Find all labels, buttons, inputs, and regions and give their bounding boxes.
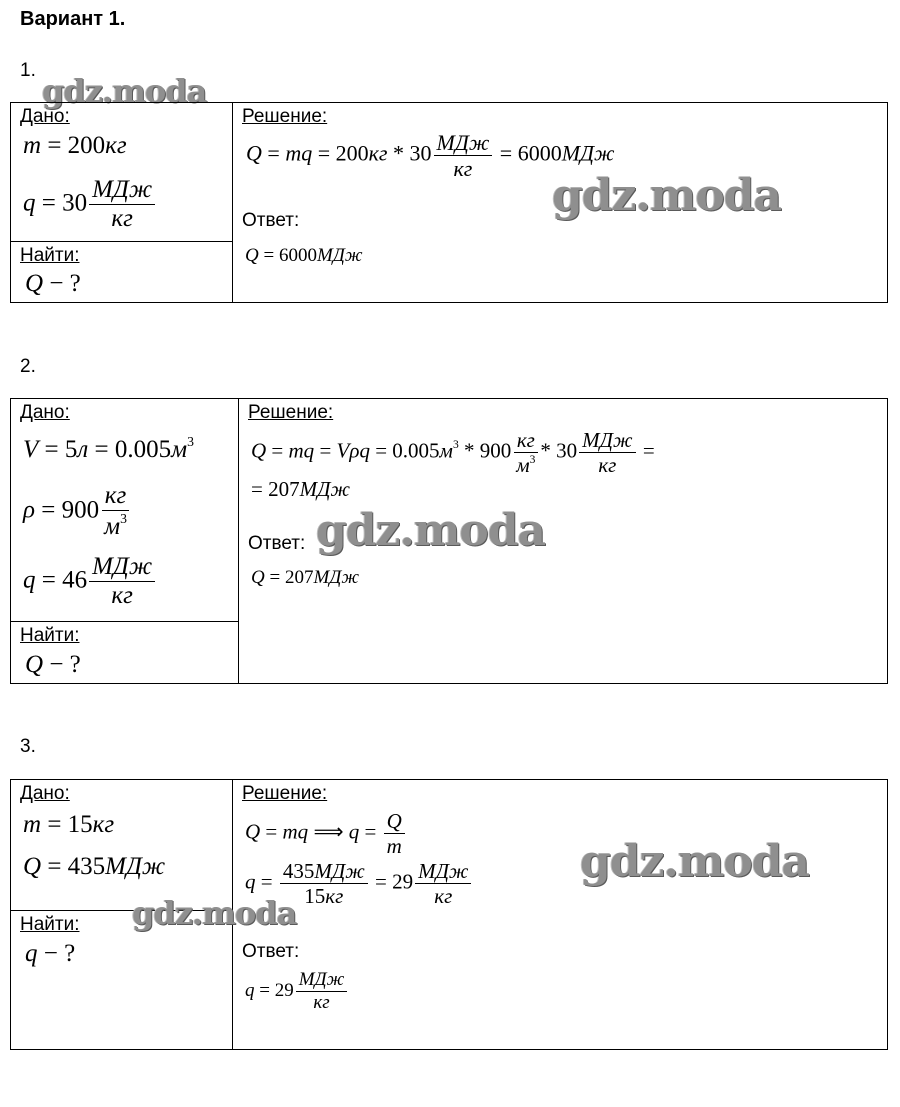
solution-result: q = $\frac{\text{435МДж}}{15кг}$ = 29 $\frac{\text{МДж}}{кг}$ — [245, 860, 473, 907]
row-divider — [11, 621, 238, 622]
answer-label: Ответ: — [248, 533, 306, 554]
task-number: 3. — [20, 736, 36, 757]
given-mass: m = 200кг — [23, 132, 127, 159]
column-divider — [238, 399, 239, 683]
given-density: ρ = 900 $\frac{кг}{м^3}$ — [23, 483, 132, 541]
find-variable: q − ? — [25, 940, 76, 967]
find-label: Найти: — [20, 245, 80, 266]
find-variable: Q − ? — [25, 270, 81, 297]
column-divider — [232, 103, 233, 302]
watermark-logo: gdz.moda — [316, 505, 546, 556]
solution-label: Решение: — [242, 106, 328, 127]
given-specific-heat: q = 46 $\frac{\text{МДж}}{кг}$ — [23, 554, 157, 610]
watermark-logo: gdz.moda — [552, 170, 782, 221]
find-label: Найти: — [20, 625, 80, 646]
solution-formula: Q = mq ⟹ q = $\frac{Q}{m}$ — [245, 810, 407, 857]
given-mass: m = 15кг — [23, 811, 115, 838]
solution-formula: Q = mq = $V\rho q = 0.005м^3 * 900$ $\frac{кг}{м^3}$ * 30 $\frac{\text{МДж}}{кг}$ = — [251, 428, 655, 478]
task-number: 1. — [20, 60, 36, 81]
given-label: Дано: — [20, 106, 70, 127]
page-title: Вариант 1. — [20, 8, 126, 30]
find-label: Найти: — [20, 914, 80, 935]
solution-formula: Q = mq = 200кг * 30 $\frac{\text{МДж}}{кг}$ = 6000МДж — [246, 130, 615, 182]
given-volume: $V = 5л = 0.005м^3$ — [23, 434, 194, 463]
solution-result: = 207МДж — [251, 477, 350, 501]
find-variable: Q − ? — [25, 651, 81, 678]
given-label: Дано: — [20, 402, 70, 423]
answer-value: Q = 207МДж — [251, 567, 360, 588]
answer-value: Q = 6000МДж — [245, 245, 363, 266]
solution-label: Решение: — [248, 402, 334, 423]
given-specific-heat: q = 30 $\frac{\text{МДж}}{кг}$ — [23, 177, 157, 233]
answer-label: Ответ: — [242, 210, 300, 231]
solution-label: Решение: — [242, 783, 328, 804]
watermark-logo: gdz.moda — [580, 836, 810, 887]
watermark-logo: gdz.moda — [42, 72, 207, 110]
given-label: Дано: — [20, 783, 70, 804]
watermark-logo: gdz.moda — [132, 894, 297, 932]
task-number: 2. — [20, 356, 36, 377]
answer-value: q = 29 $\frac{\text{МДж}}{кг}$ — [245, 970, 349, 1013]
row-divider — [11, 241, 232, 242]
given-heat: Q = 435МДж — [23, 853, 166, 880]
answer-label: Ответ: — [242, 941, 300, 962]
